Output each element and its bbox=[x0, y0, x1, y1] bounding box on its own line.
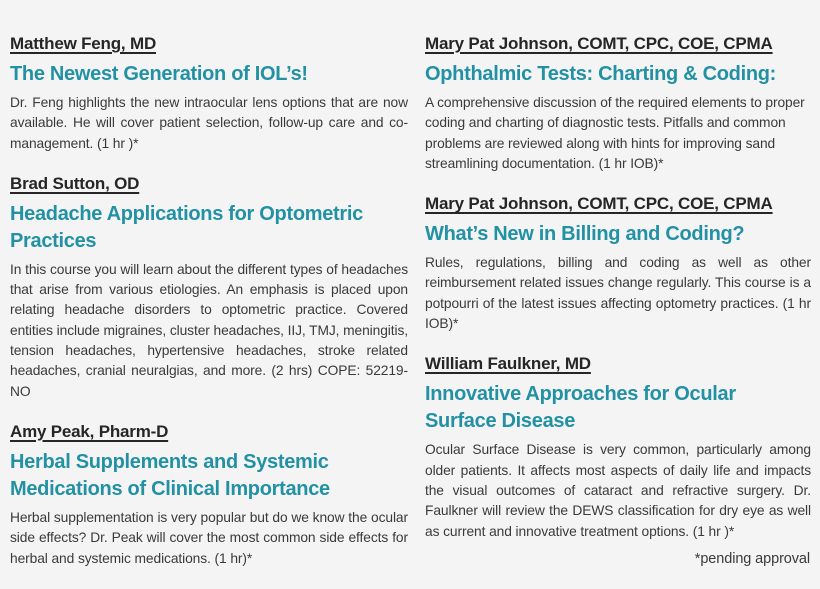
speaker-name: Mary Pat Johnson, COMT, CPC, COE, CPMA bbox=[425, 194, 773, 214]
session-title: Innovative Approaches for Ocular Surface Disease bbox=[425, 383, 736, 433]
session-title: What’s New in Billing and Coding? bbox=[425, 223, 745, 246]
speaker-name: William Faulkner, MD bbox=[425, 354, 591, 374]
speaker-name: Brad Sutton, OD bbox=[10, 173, 140, 193]
speaker-name: Amy Peak, Pharm-D bbox=[10, 421, 169, 441]
session-description: In this course you will learn about the different types of headaches that arise from various etiologies. An emphasis is placed upon relating headache disorders to optometric practice. Covered entities include migraines, cluster headaches, IIJ, TMJ, meningitis, tension headaches, hypertensive headaches, stroke related headaches, cranial neuralgias, and more. (2 hrs) COPE: 52219-NO bbox=[10, 261, 408, 399]
pending-approval-footnote: *pending approval bbox=[694, 551, 810, 567]
session-description: Rules, regulations, billing and coding as well as other reimbursement related issues change regularly. This course is a potpourri of the latest issues affecting optometry practices. (1 hr IOB)* bbox=[425, 255, 811, 332]
session-title: Headache Applications for Optometric Practices bbox=[10, 202, 363, 252]
session-title: The Newest Generation of IOL’s! bbox=[10, 63, 308, 85]
column-left bbox=[10, 0, 408, 589]
session-card bbox=[425, 354, 811, 541]
session-description: A comprehensive discussion of the required elements to proper coding and charting of diagnostic tests. Pitfalls and common problems are reviewed along with hints for improving sand streamlining documentation. (1 hr IOB)* bbox=[425, 95, 805, 171]
session-card bbox=[10, 174, 408, 402]
session-card bbox=[10, 34, 408, 154]
session-description: Ocular Surface Disease is very common, particularly among older patients. It affects most aspects of daily life and impacts the visual outcomes of cataract and refractive surgery. Dr. Faulkner will review the DEWS classification for dry eye as well as current and innovative treatment options. (1 hr )* bbox=[425, 442, 811, 539]
session-title: Herbal Supplements and Systemic Medications of Clinical Importance bbox=[10, 450, 330, 500]
session-description: Dr. Feng highlights the new intraocular lens options that are now available. He will cover patient selection, follow-up care and co-management. (1 hr )* bbox=[10, 95, 408, 151]
session-card bbox=[10, 422, 408, 569]
speaker-name: Matthew Feng, MD bbox=[10, 34, 157, 53]
session-title: Ophthalmic Tests: Charting & Coding: bbox=[425, 63, 777, 85]
session-card bbox=[425, 194, 811, 334]
column-right bbox=[425, 0, 811, 562]
speaker-name: Mary Pat Johnson, COMT, CPC, COE, CPMA bbox=[425, 34, 773, 53]
session-description: Herbal supplementation is very popular but do we know the ocular side effects? Dr. Peak will cover the most common side effects for herbal and systemic medications. (1 hr)* bbox=[10, 509, 408, 566]
session-card bbox=[425, 34, 811, 174]
